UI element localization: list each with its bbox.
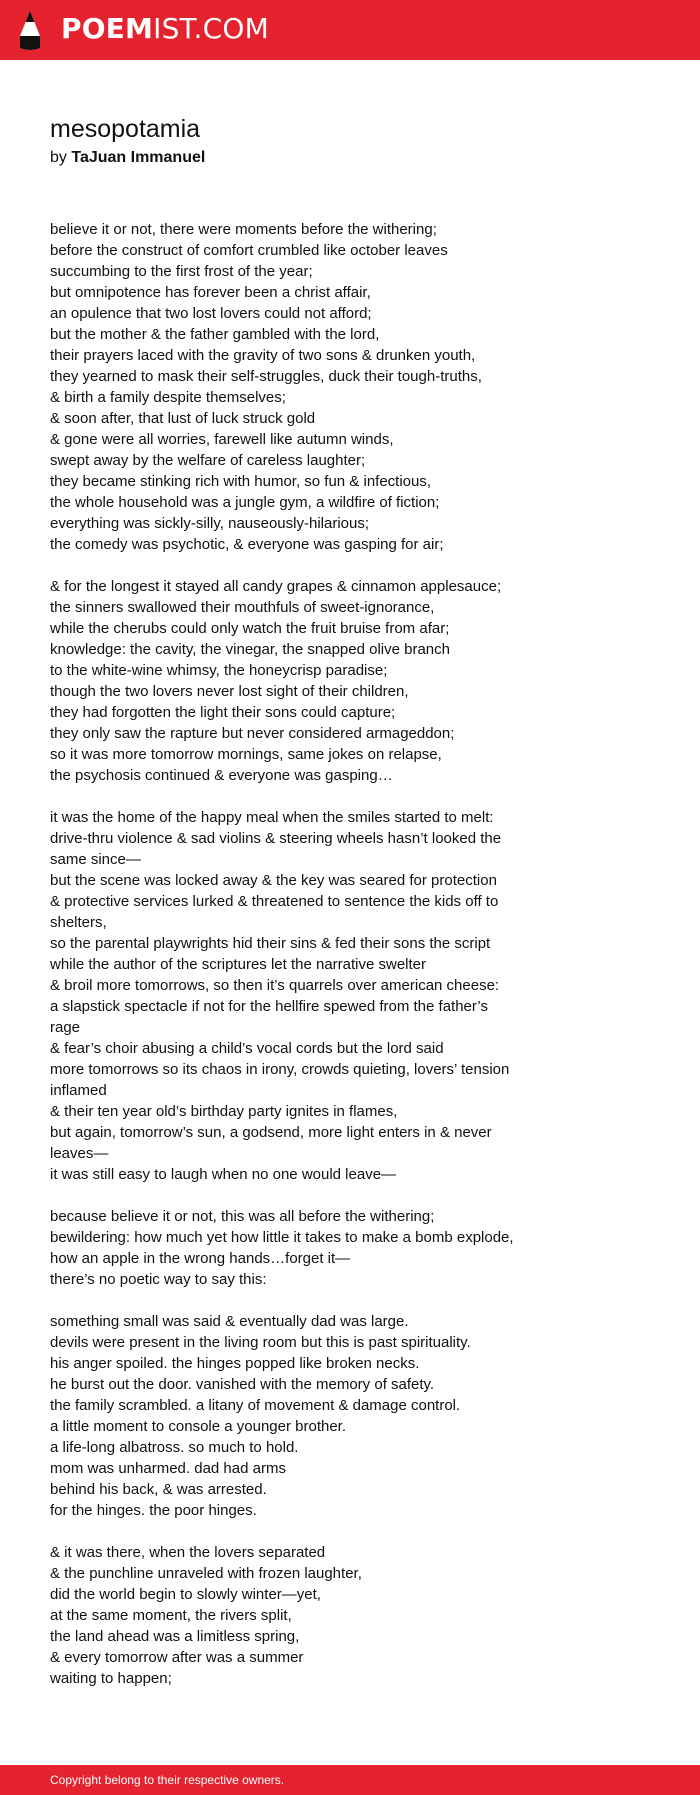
poem-line: & gone were all worries, farewell like autumn winds,	[50, 431, 394, 448]
poem-line: a little moment to console a younger brother.	[50, 1418, 347, 1435]
site-footer	[0, 1765, 700, 1795]
poem-line: they became stinking rich with humor, so fun & infectious,	[50, 473, 432, 490]
poem-line: the psychosis continued & everyone was gasping…	[50, 767, 393, 784]
poem-line: it was still easy to laugh when no one would leave—	[50, 1166, 397, 1183]
poem-line: succumbing to the first frost of the year;	[50, 263, 313, 280]
poem-stanza	[50, 807, 670, 1185]
poem-line: the land ahead was a limitless spring,	[50, 1628, 300, 1645]
poem-line: an opulence that two lost lovers could not afford;	[50, 305, 372, 322]
poem-line: bewildering: how much yet how little it takes to make a bomb explode,	[50, 1229, 514, 1246]
poem-line: & birth a family despite themselves;	[50, 389, 286, 406]
poem-line: knowledge: the cavity, the vinegar, the snapped olive branch	[50, 641, 450, 658]
poem-line: while the author of the scriptures let the narrative swelter	[50, 956, 427, 973]
poem-byline	[50, 147, 205, 169]
pencil-tip-icon[interactable]	[16, 10, 44, 52]
poem-line: he burst out the door. vanished with the memory of safety.	[50, 1376, 435, 1393]
poem-body	[50, 219, 670, 1710]
poem-line: inflamed	[50, 1082, 107, 1099]
poem-line: waiting to happen;	[50, 1670, 172, 1687]
poem-stanza	[50, 1206, 670, 1290]
poem-line: his anger spoiled. the hinges popped like broken necks.	[50, 1355, 420, 1372]
poem-line: believe it or not, there were moments before the withering;	[50, 221, 437, 238]
poem-line: how an apple in the wrong hands…forget it—	[50, 1250, 351, 1267]
poem-line: shelters,	[50, 914, 107, 931]
poem-stanza	[50, 1311, 670, 1521]
poem-line: they had forgotten the light their sons could capture;	[50, 704, 396, 721]
brand-bold-text: POEM	[61, 12, 154, 45]
poem-line: but omnipotence has forever been a christ affair,	[50, 284, 371, 301]
poem-line: but the mother & the father gambled with the lord,	[50, 326, 380, 343]
poem-line: a slapstick spectacle if not for the hellfire spewed from the father’s	[50, 998, 488, 1015]
poem-line: a life-long albatross. so much to hold.	[50, 1439, 299, 1456]
poem-line: before the construct of comfort crumbled like october leaves	[50, 242, 448, 259]
poem-line: & it was there, when the lovers separated	[50, 1544, 326, 1561]
poem-line: everything was sickly-silly, nauseously-hilarious;	[50, 515, 370, 532]
site-header	[0, 0, 700, 60]
poem-line: the whole household was a jungle gym, a wildfire of fiction;	[50, 494, 440, 511]
poem-stanza	[50, 219, 670, 555]
poem-line: more tomorrows so its chaos in irony, crowds quieting, lovers’ tension	[50, 1061, 510, 1078]
poem-line: & broil more tomorrows, so then it’s quarrels over american cheese:	[50, 977, 500, 994]
poem-line: at the same moment, the rivers split,	[50, 1607, 292, 1624]
poem-stanza	[50, 1542, 670, 1689]
poem-line: the comedy was psychotic, & everyone was gasping for air;	[50, 536, 444, 553]
poem-line: & soon after, that lust of luck struck gold	[50, 410, 316, 427]
author-name: TaJuan Immanuel	[71, 149, 206, 166]
poem-line: though the two lovers never lost sight of their children,	[50, 683, 409, 700]
poem-line: the sinners swallowed their mouthfuls of sweet-ignorance,	[50, 599, 435, 616]
poem-header	[50, 114, 205, 169]
poem-line: the family scrambled. a litany of movement & damage control.	[50, 1397, 461, 1414]
poem-title: mesopotamia	[50, 115, 201, 143]
poem-line: & fear’s choir abusing a child’s vocal cords but the lord said	[50, 1040, 444, 1057]
poem-line: did the world begin to slowly winter—yet,	[50, 1586, 321, 1603]
poem-line: & for the longest it stayed all candy grapes & cinnamon applesauce;	[50, 578, 502, 595]
poem-line: to the white-wine whimsy, the honeycrisp paradise;	[50, 662, 388, 679]
poem-line: leaves—	[50, 1145, 109, 1162]
poem-line: mom was unharmed. dad had arms	[50, 1460, 286, 1477]
poem-line: but the scene was locked away & the key was seared for protection	[50, 872, 497, 889]
poem-line: behind his back, & was arrested.	[50, 1481, 267, 1498]
poem-line: they yearned to mask their self-struggles, duck their tough-truths,	[50, 368, 482, 385]
poem-line: & every tomorrow after was a summer	[50, 1649, 304, 1666]
poem-line: for the hinges. the poor hinges.	[50, 1502, 257, 1519]
poem-line: it was the home of the happy meal when the smiles started to melt:	[50, 809, 494, 826]
poem-line: but again, tomorrow’s sun, a godsend, more light enters in & never	[50, 1124, 492, 1141]
poem-line: something small was said & eventually dad was large.	[50, 1313, 409, 1330]
byline-prefix: by	[50, 149, 67, 166]
poem-line: rage	[50, 1019, 81, 1036]
poem-line: devils were present in the living room but this is past spirituality.	[50, 1334, 471, 1351]
poem-line: drive-thru violence & sad violins & steering wheels hasn’t looked the	[50, 830, 502, 847]
poem-line: swept away by the welfare of careless laughter;	[50, 452, 366, 469]
poem-stanza	[50, 576, 670, 786]
brand-light-text: IST.COM	[153, 12, 269, 45]
poem-line: same since—	[50, 851, 141, 868]
poem-line: because believe it or not, this was all before the withering;	[50, 1208, 435, 1225]
poem-line: their prayers laced with the gravity of two sons & drunken youth,	[50, 347, 476, 364]
poem-line: they only saw the rapture but never considered armageddon;	[50, 725, 455, 742]
poem-line: & protective services lurked & threatened to sentence the kids off to	[50, 893, 499, 910]
poem-line: so the parental playwrights hid their sins & fed their sons the script	[50, 935, 491, 952]
site-logo-link[interactable]	[61, 11, 269, 47]
poem-line: & the punchline unraveled with frozen laughter,	[50, 1565, 362, 1582]
poem-line: & their ten year old’s birthday party ignites in flames,	[50, 1103, 398, 1120]
poem-line: so it was more tomorrow mornings, same jokes on relapse,	[50, 746, 442, 763]
poem-line: there’s no poetic way to say this:	[50, 1271, 267, 1288]
poem-line: while the cherubs could only watch the fruit bruise from afar;	[50, 620, 450, 637]
copyright-notice: Copyright belong to their respective owners.	[50, 1773, 285, 1787]
